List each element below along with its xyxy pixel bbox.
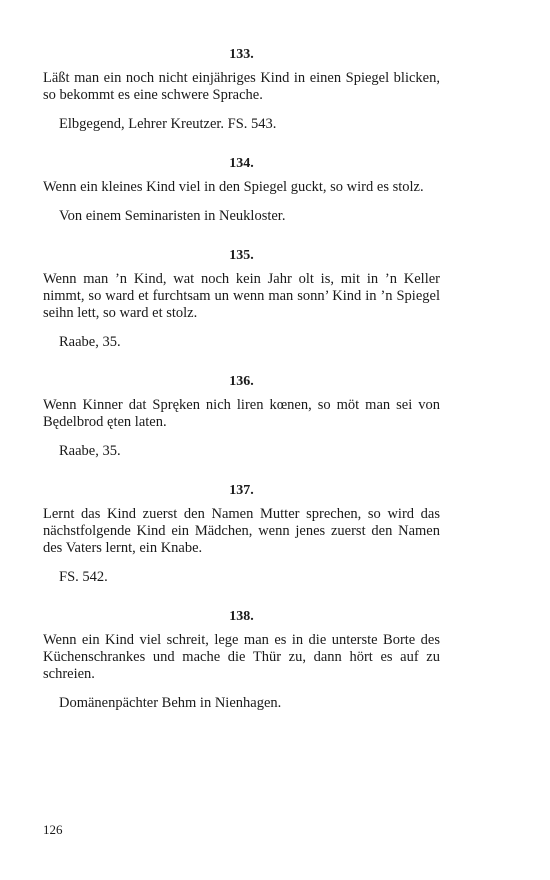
page-content: [43, 46, 440, 734]
entry-135: [43, 247, 440, 351]
entry-source: Von einem Seminaristen in Neukloster.: [59, 208, 286, 224]
entry-number: 136.: [229, 374, 254, 389]
entry-text: Lernt das Kind zuerst den Namen Mutter sprechen, so wird das nächstfolgende Kind ein Mädchen, wenn jenes zuerst den Namen des Vaters lernt, ein Knabe.: [43, 506, 440, 556]
page-number: 126: [43, 822, 63, 837]
entry-text: Wenn ein Kind viel schreit, lege man es in die unterste Borte des Küchenschrankes und mache die Thür zu, dann hört es auf zu schreien.: [43, 632, 440, 682]
entry-number: 135.: [229, 248, 254, 263]
entry-133: [43, 46, 440, 133]
entry-number: 138.: [229, 609, 254, 624]
entry-source: Raabe, 35.: [59, 334, 121, 350]
entry-source: Domänenpächter Behm in Nienhagen.: [59, 695, 282, 711]
entry-138: [43, 608, 440, 712]
entry-number: 137.: [229, 483, 254, 498]
entry-137: [43, 482, 440, 586]
entry-source: Raabe, 35.: [59, 443, 121, 459]
entry-number: 134.: [229, 156, 254, 171]
entry-text: Wenn Kinner dat Spręken nich liren kœnen, so möt man sei von Będelbrod ęten laten.: [43, 397, 440, 430]
entry-text: Läßt man ein noch nicht einjähriges Kind in einen Spiegel blicken, so bekommt es eine schwere Sprache.: [43, 70, 440, 103]
entry-text: Wenn man ’n Kind, wat noch kein Jahr olt is, mit in ’n Keller nimmt, so ward et furchtsam un wenn man sonn’ Kind in ’n Spiegel seihn lett, so ward et stolz.: [43, 271, 440, 321]
entry-source: Elbgegend, Lehrer Kreutzer. FS. 543.: [59, 116, 277, 132]
entry-text: Wenn ein kleines Kind viel in den Spiegel guckt, so wird es stolz.: [43, 179, 424, 195]
entry-number: 133.: [229, 47, 254, 62]
entry-source: FS. 542.: [59, 569, 108, 585]
entry-136: [43, 373, 440, 460]
entry-134: [43, 155, 440, 225]
